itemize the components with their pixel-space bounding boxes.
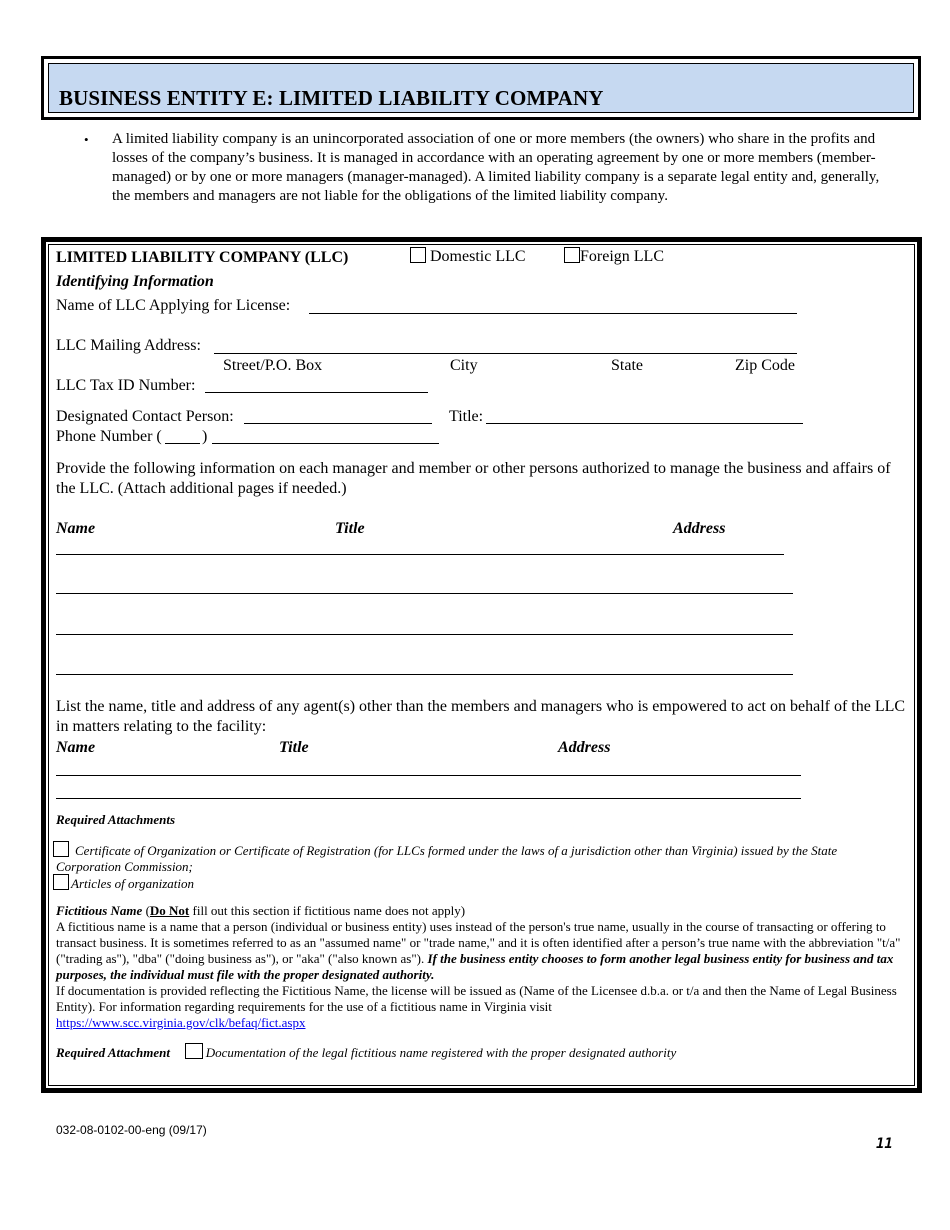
fictitious-required-attachment [56,1043,676,1061]
tax-id-field[interactable] [205,392,428,393]
domestic-llc-option[interactable] [410,247,526,266]
managers-col-address: Address [673,520,726,537]
contact-person-field[interactable] [244,423,432,424]
phone-area-code-field[interactable] [165,443,200,444]
contact-title-label: Title: [449,408,484,425]
llc-section-title: LIMITED LIABILITY COMPANY (LLC) [56,249,349,266]
domestic-llc-checkbox[interactable] [410,247,426,263]
attachment-2-checkbox[interactable] [53,874,69,893]
foreign-llc-checkbox[interactable] [564,247,580,263]
fictitious-link[interactable]: https://www.scc.virginia.gov/clk/befaq/fict.aspx [56,1015,306,1030]
agents-col-address: Address [558,739,611,756]
llc-name-label: Name of LLC Applying for License: [56,297,291,314]
section-title: BUSINESS ENTITY E: LIMITED LIABILITY COMPANY [59,86,604,110]
fictitious-required-text: Documentation of the legal fictitious name registered with the proper designated authority [205,1045,677,1060]
mailing-address-field[interactable] [214,353,797,354]
fictitious-body-bold: If the business entity chooses to form another legal business entity for business and tax purposes, the individual must file with the proper designated authority. [56,951,894,982]
manager-entry-line[interactable] [56,554,784,555]
fictitious-heading-line [56,903,902,919]
domestic-llc-label: Domestic LLC [430,248,526,265]
managers-col-title: Title [335,520,365,537]
address-street-caption: Street/P.O. Box [223,357,323,374]
fictitious-name-section [56,903,902,1031]
foreign-llc-option[interactable] [564,247,664,266]
attachment-1-text: Certificate of Organization or Certificate of Registration (for LLCs formed under the laws of a jurisdiction other than Virginia) issued by the State Corporation Commission; [56,843,838,874]
agent-entry-line[interactable] [56,798,801,799]
form-code: 032-08-0102-00-eng (09/17) [56,1123,207,1137]
address-state-caption: State [611,357,643,374]
fictitious-heading: Fictitious Name [56,903,143,918]
address-city-caption: City [450,357,478,374]
phone-number-field[interactable] [212,443,439,444]
contact-title-field[interactable] [486,423,803,424]
intro-text: A limited liability company is an unincorporated association of one or more members (the owners) who share in the profits and losses of the company’s business. It is managed in accordance with an operating agreement by one or more members (member-managed) or by one or more managers (manager-managed). A limited liability company is a separate legal entity and, generally, the members and managers are not liable for the obligations of the limited liability company. [112,131,880,204]
phone-close-paren: ) [202,428,208,445]
managers-col-name: Name [56,520,96,537]
agents-col-name: Name [56,739,96,756]
bullet-icon: • [84,132,89,147]
foreign-llc-label: Foreign LLC [580,248,664,265]
agents-instruction: List the name, title and address of any agent(s) other than the members and managers who is empowered to act on behalf of the LLC in matters relating to the facility: [56,698,906,735]
page-number: 11 [876,1136,893,1152]
fictitious-do-not: Do Not [149,903,190,918]
address-zip-caption: Zip Code [735,357,795,374]
manager-entry-line[interactable] [56,674,793,675]
agents-col-title: Title [279,739,309,756]
fictitious-heading-rest: fill out this section if fictitious name does not apply) [189,903,466,918]
manager-entry-line[interactable] [56,593,793,594]
mailing-address-label: LLC Mailing Address: [56,337,201,354]
fictitious-paren: ( [145,903,150,918]
attachment-2-text: Articles of organization [71,876,195,891]
contact-person-label: Designated Contact Person: [56,408,234,425]
fictitious-body-1: A fictitious name is a name that a person (individual or business entity) uses instead of the person's true name, usually in the course of transacting or offering to transact business. It is sometimes referred to as an "assumed name" or "trade name," and it is often identified after a person’s true name with the abbreviation "t/a" ("trading as"), "dba" ("doing business as"), or "aka" ("also known as"). [56,919,901,966]
section-header-band [48,63,914,113]
agent-entry-line[interactable] [56,775,801,776]
identifying-info-heading: Identifying Information [56,273,214,290]
phone-label: Phone Number ( [56,428,162,445]
llc-name-field[interactable] [309,313,797,314]
manager-entry-line[interactable] [56,634,793,635]
intro-paragraph [84,130,894,206]
managers-instruction: Provide the following information on each manager and member or other persons authorized to manage the business and affairs of the LLC. (Attach additional pages if needed.) [56,460,891,497]
fictitious-doc-checkbox[interactable] [185,1043,203,1059]
fictitious-required-label: Required Attachment [56,1045,170,1060]
section-header [41,56,921,120]
fictitious-body-2: If documentation is provided reflecting the Fictitious Name, the license will be issued as (Name of the Licensee d.b.a. or t/a and then the Name of Legal Business Entity). For information regarding requirements for the use of a fictitious name in Virginia visit [56,983,897,1014]
required-attachments-heading: Required Attachments [56,812,176,827]
tax-id-label: LLC Tax ID Number: [56,377,196,394]
fictitious-body [56,919,902,983]
